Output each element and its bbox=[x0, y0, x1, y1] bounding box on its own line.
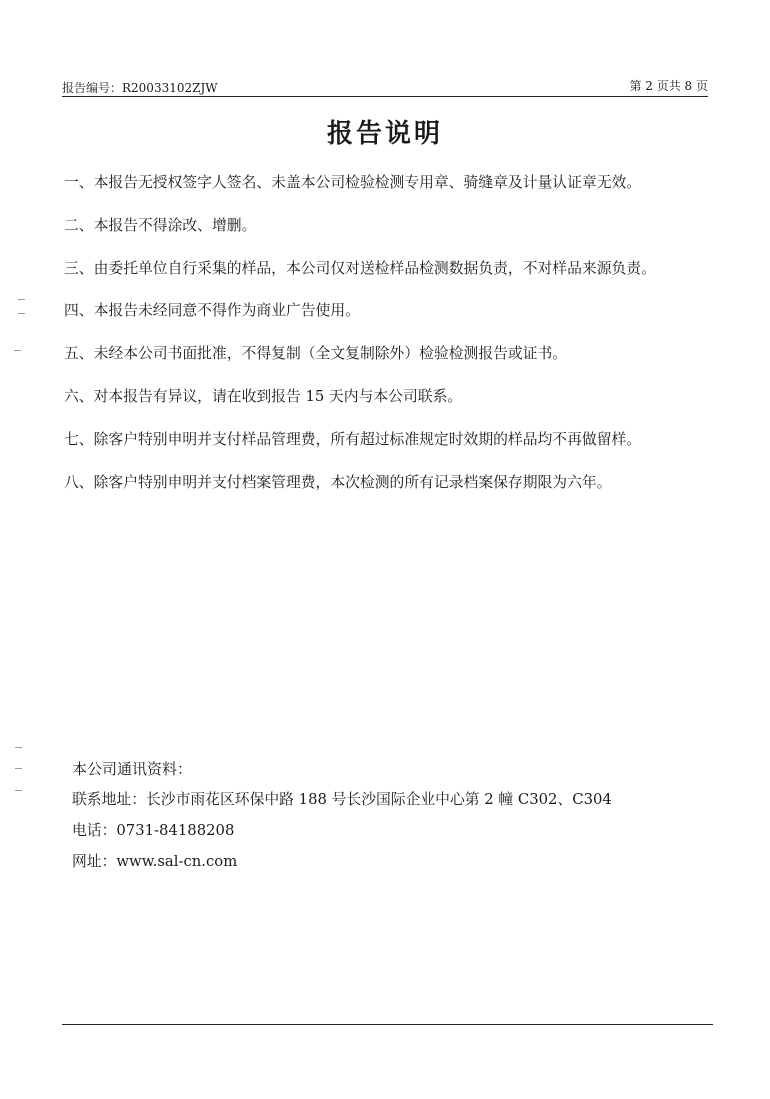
contact-phone: 电话：0731-84188208 bbox=[72, 822, 235, 839]
scan-mark bbox=[15, 747, 22, 748]
note-item-2: 二、本报告不得涂改、增删。 bbox=[64, 216, 257, 234]
page-indicator: 第 2 页共 8 页 bbox=[629, 79, 708, 93]
header-divider bbox=[62, 96, 708, 97]
scan-mark bbox=[14, 350, 21, 351]
note-item-7: 七、除客户特别申明并支付样品管理费，所有超过标准规定时效期的样品均不再做留样。 bbox=[64, 430, 642, 448]
note-item-5: 五、未经本公司书面批准，不得复制（全文复制除外）检验检测报告或证书。 bbox=[64, 345, 568, 363]
note-item-8: 八、除客户特别申明并支付档案管理费，本次检测的所有记录档案保存期限为六年。 bbox=[64, 473, 612, 491]
contact-address: 联系地址：长沙市雨花区环保中路 188 号长沙国际企业中心第 2 幢 C302、C304 bbox=[72, 791, 612, 808]
note-item-1: 一、本报告无授权签字人签名、未盖本公司检验检测专用章、骑缝章及计量认证章无效。 bbox=[64, 174, 642, 191]
scan-mark bbox=[15, 768, 22, 769]
scan-mark bbox=[15, 790, 22, 791]
scan-mark bbox=[18, 313, 25, 314]
footer-divider bbox=[62, 1024, 713, 1025]
page-title: 报告说明 bbox=[326, 119, 443, 149]
report-number: 报告编号：R20033102ZJW bbox=[62, 81, 218, 95]
contact-section bbox=[72, 758, 712, 882]
note-item-3: 三、由委托单位自行采集的样品，本公司仅对送检样品检测数据负责，不对样品来源负责。 bbox=[64, 259, 656, 277]
note-item-6: 六、对本报告有异议，请在收到报告 15 天内与本公司联系。 bbox=[64, 387, 463, 405]
page-header bbox=[62, 77, 708, 97]
contact-website: 网址：www.sal-cn.com bbox=[72, 853, 238, 870]
contact-heading: 本公司通讯资料： bbox=[72, 760, 193, 778]
report-notes-list bbox=[64, 172, 724, 514]
note-item-4: 四、本报告未经同意不得作为商业广告使用。 bbox=[64, 302, 360, 320]
scan-mark bbox=[18, 299, 25, 300]
